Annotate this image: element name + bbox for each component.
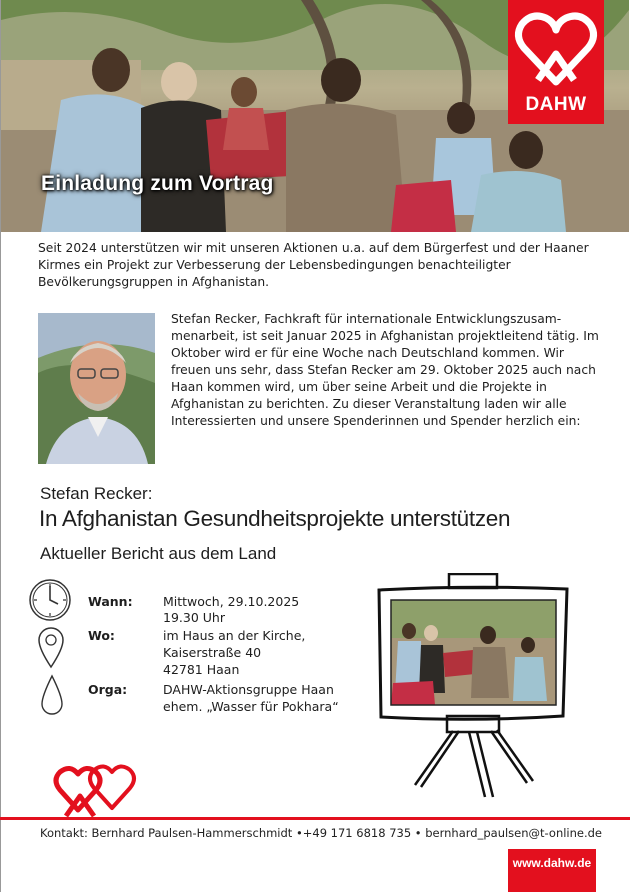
location-pin-icon <box>36 625 66 669</box>
when-time: 19.30 Uhr <box>163 610 225 625</box>
clock-icon <box>27 576 73 624</box>
easel-illustration <box>373 573 573 801</box>
speaker-portrait <box>38 313 155 464</box>
orga-name: DAHW-Aktionsgruppe Haan <box>163 682 334 697</box>
portrait-photo-icon <box>38 313 155 464</box>
orga-label: Orga: <box>88 682 128 697</box>
easel-photo-icon <box>391 600 556 705</box>
hearts-logo-icon <box>52 760 148 820</box>
website-link[interactable]: www.dahw.de <box>508 849 596 892</box>
when-label: Wann: <box>88 594 133 609</box>
intro-paragraph: Seit 2024 unterstützen wir mit unseren Aktionen u.a. auf dem Bürgerfest und der Haaner Kirmes ein Projekt zur Verbesserung der Lebensbedingungen benachteiligter Bevölkerungsgruppen in Afghanistan. <box>38 241 589 289</box>
logo-text: DAHW <box>525 94 587 115</box>
dahw-logo[interactable] <box>508 0 604 124</box>
orga-sub: ehem. „Wasser für Pokhara“ <box>163 699 339 714</box>
when-date: Mittwoch, 29.10.2025 <box>163 594 300 609</box>
water-drop-icon <box>40 674 64 718</box>
where-place: im Haus an der Kirche, <box>163 628 306 643</box>
contact-line[interactable]: Kontakt: Bernhard Paulsen-Hammerschmidt •+49 171 6818 735 • bernhard_paulsen@t-online.de <box>40 826 603 840</box>
heart-logo-icon <box>508 0 604 92</box>
where-city: 42781 Haan <box>163 662 240 677</box>
hero-title: Einladung zum Vortrag <box>41 172 274 195</box>
where-street: Kaiserstraße 40 <box>163 645 262 660</box>
footer-divider <box>0 817 630 820</box>
bio-paragraph: Stefan Recker, Fachkraft für internationale Entwicklungszusam-menarbeit, ist seit Januar 2025 in Afghanistan projektleitend tätig. Im Oktober wird er für eine Woche nach Deutschland kommen. Wir freuen uns sehr, dass Stefan Recker am 29. Oktober 2025 auch nach Haan kommen wird, um über seine Arbeit und die Projekte in Afghanistan zu berichten. Zu dieser Veranstaltung laden wir alle Interessierten und unsere Spenderinnen und Spender herzlich ein: <box>171 312 599 428</box>
where-label: Wo: <box>88 628 115 643</box>
speaker-name: Stefan Recker: <box>40 484 153 503</box>
talk-title: In Afghanistan Gesundheitsprojekte unterstützen <box>39 506 511 531</box>
talk-subtitle: Aktueller Bericht aus dem Land <box>40 544 277 563</box>
